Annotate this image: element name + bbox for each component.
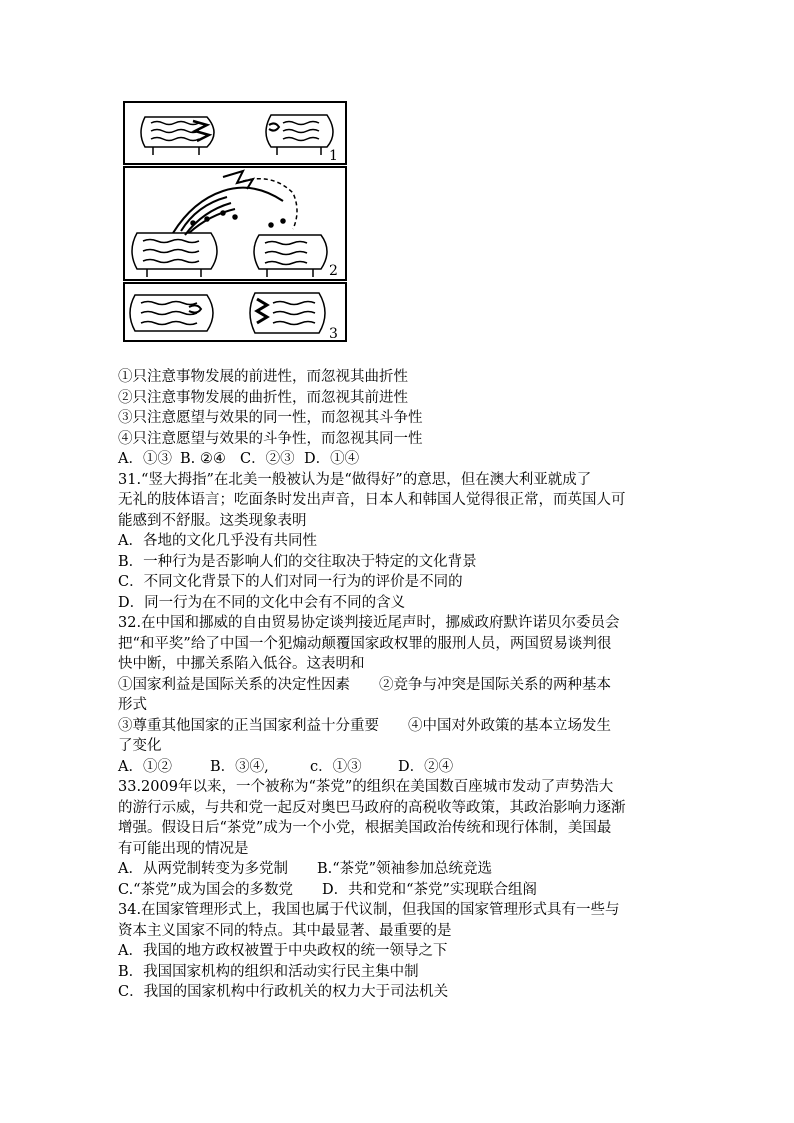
q32-options [118,757,678,778]
panel-3-pots [130,293,325,333]
q33-stem-line-3: 增强。假设日后“茶党”成为一个小党，根据美国政治传统和现行体制，美国最 [118,820,612,836]
cartoon-image [123,101,347,342]
q30-statement-2: ②只注意事物发展的曲折性，而忽视其前进性 [118,389,408,406]
q33-stem-line-4: 有可能出现的情况是 [118,840,249,857]
q32-statement-line-2: 形式 [118,697,147,713]
q30-option-a: A．①③ [118,451,172,467]
q32-option-b: B．③④, [210,758,269,775]
q31-stem-line-1: 31.“竖大拇指”在北美一般被认为是“做得好”的意思，但在澳大利亚就成了 [118,471,592,488]
panel-2-number: 2 [329,263,338,279]
q34-stem-line-1: 34.在国家管理形式上，我国也属于代议制，但我国的国家管理形式具有一些与 [118,902,620,918]
q33-options-line-1: A．从两党制转变为多党制 B.“茶党”领袖参加总统竞选 [118,861,493,877]
q30-option-c: C．②③ [240,451,295,467]
q33-options-line-2: C.“茶党”成为国会的多数党 D．共和党和“茶党”实现联合组阁 [118,881,537,898]
q32-option-d: D．②④ [398,758,454,775]
q32-option-a: A．①② [118,758,172,775]
panel-2-pots [132,171,327,277]
q30-options [118,449,678,470]
q30-statement-4: ④只注意愿望与效果的斗争性，而忽视其同一性 [118,430,423,447]
q30-statement-1: ①只注意事物发展的前进性，而忽视其曲折性 [118,369,408,385]
q30-option-d: D．①④ [304,451,360,467]
q32-stem-line-3: 快中断，中挪关系陷入低谷。这表明和 [118,656,365,672]
q31-option-c: C．不同文化背景下的人们对同一行为的评价是不同的 [118,574,463,590]
q33-stem-line-1: 33.2009年以来，一个被称为“茶党”的组织在美国数百座城市发动了声势浩大 [118,779,614,795]
q30-statement-3: ③只注意愿望与效果的同一性，而忽视其斗争性 [118,410,423,426]
q34-option-b: B．我国国家机构的组织和活动实行民主集中制 [118,963,419,980]
q32-statement-line-4: 了变化 [118,738,162,754]
q32-stem-line-1: 32.在中国和挪威的自由贸易协定谈判接近尾声时，挪威政府默许诺贝尔委员会 [118,615,620,631]
q32-stem-line-2: 把“和平奖”给了中国一个犯煽动颠覆国家政权罪的服刑人员，两国贸易谈判很 [118,635,612,652]
q34-option-a: A．我国的地方政权被置于中央政权的统一领导之下 [118,943,448,959]
q31-stem-line-2: 无礼的肢体语言；吃面条时发出声音，日本人和韩国人觉得很正常，而英国人可 [118,492,626,508]
q32-option-c: c．①③ [310,758,362,775]
q32-statement-line-1: ①国家利益是国际关系的决定性因素 ②竞争与冲突是国际关系的两种基本 [118,676,611,693]
q34-option-c: C．我国的国家机构中行政机关的权力大于司法机关 [118,984,449,1000]
q30-option-b: B. ②④ [180,451,226,467]
q31-option-a: A．各地的文化几乎没有共同性 [118,533,317,549]
q34-stem-line-2: 资本主义国家不同的特点。其中最显著、最重要的是 [118,922,452,939]
q31-stem-line-3: 能感到不舒服。这类现象表明 [118,512,307,529]
panel-1-pots [141,115,333,155]
panel-1-number: 1 [329,148,338,164]
panel-3-number: 3 [329,326,338,342]
q30-block [118,367,678,1003]
q31-option-d: D．同一行为在不同的文化中会有不同的含义 [118,594,406,611]
q31-option-b: B．一种行为是否影响人们的交往取决于特定的文化背景 [118,553,477,570]
q32-statement-line-3: ③尊重其他国家的正当国家利益十分重要 ④中国对外政策的基本立场发生 [118,717,611,734]
q33-stem-line-2: 的游行示威，与共和党一起反对奥巴马政府的高税收等政策，其政治影响力逐渐 [118,799,626,816]
